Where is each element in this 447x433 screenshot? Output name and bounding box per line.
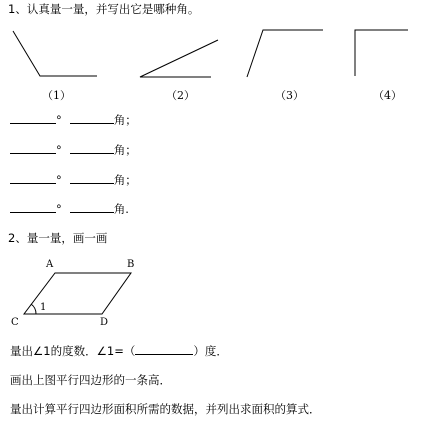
row-suffix: 角； bbox=[113, 143, 137, 157]
question-measure-angle bbox=[10, 343, 228, 358]
angle-1-label: 1 bbox=[40, 302, 47, 313]
section2-title: 2、量一量，画一画 bbox=[8, 231, 108, 245]
degree-mark: ° bbox=[56, 113, 62, 127]
vertex-label-a: A bbox=[46, 259, 54, 270]
figure-label-1: （1） bbox=[42, 89, 71, 102]
row-suffix: 角. bbox=[113, 202, 129, 216]
degree-mark: ° bbox=[56, 143, 62, 157]
question-measure-angle-text: 量出∠1的度数．∠1=（ bbox=[10, 344, 136, 358]
angle-1-blank[interactable] bbox=[135, 343, 193, 355]
question-area-formula: 量出计算平行四边形面积所需的数据，并列出求面积的算式． bbox=[10, 402, 321, 416]
section1-title: 1、认真量一量，并写出它是哪种角。 bbox=[8, 2, 200, 16]
figure-label-4: （4） bbox=[373, 89, 402, 102]
degree-mark: ° bbox=[56, 173, 62, 187]
degree-mark: ° bbox=[56, 202, 62, 216]
vertex-label-c: C bbox=[11, 317, 19, 328]
figure-label-3: （3） bbox=[275, 89, 304, 102]
question-measure-angle-suffix: ）度． bbox=[193, 344, 228, 358]
vertex-label-b: B bbox=[127, 259, 135, 270]
vertex-label-d: D bbox=[100, 317, 109, 328]
row-suffix: 角； bbox=[113, 113, 137, 127]
question-draw-height: 画出上图平行四边形的一条高． bbox=[10, 373, 171, 387]
figure-label-2: （2） bbox=[166, 89, 195, 102]
row-suffix: 角； bbox=[113, 173, 137, 187]
